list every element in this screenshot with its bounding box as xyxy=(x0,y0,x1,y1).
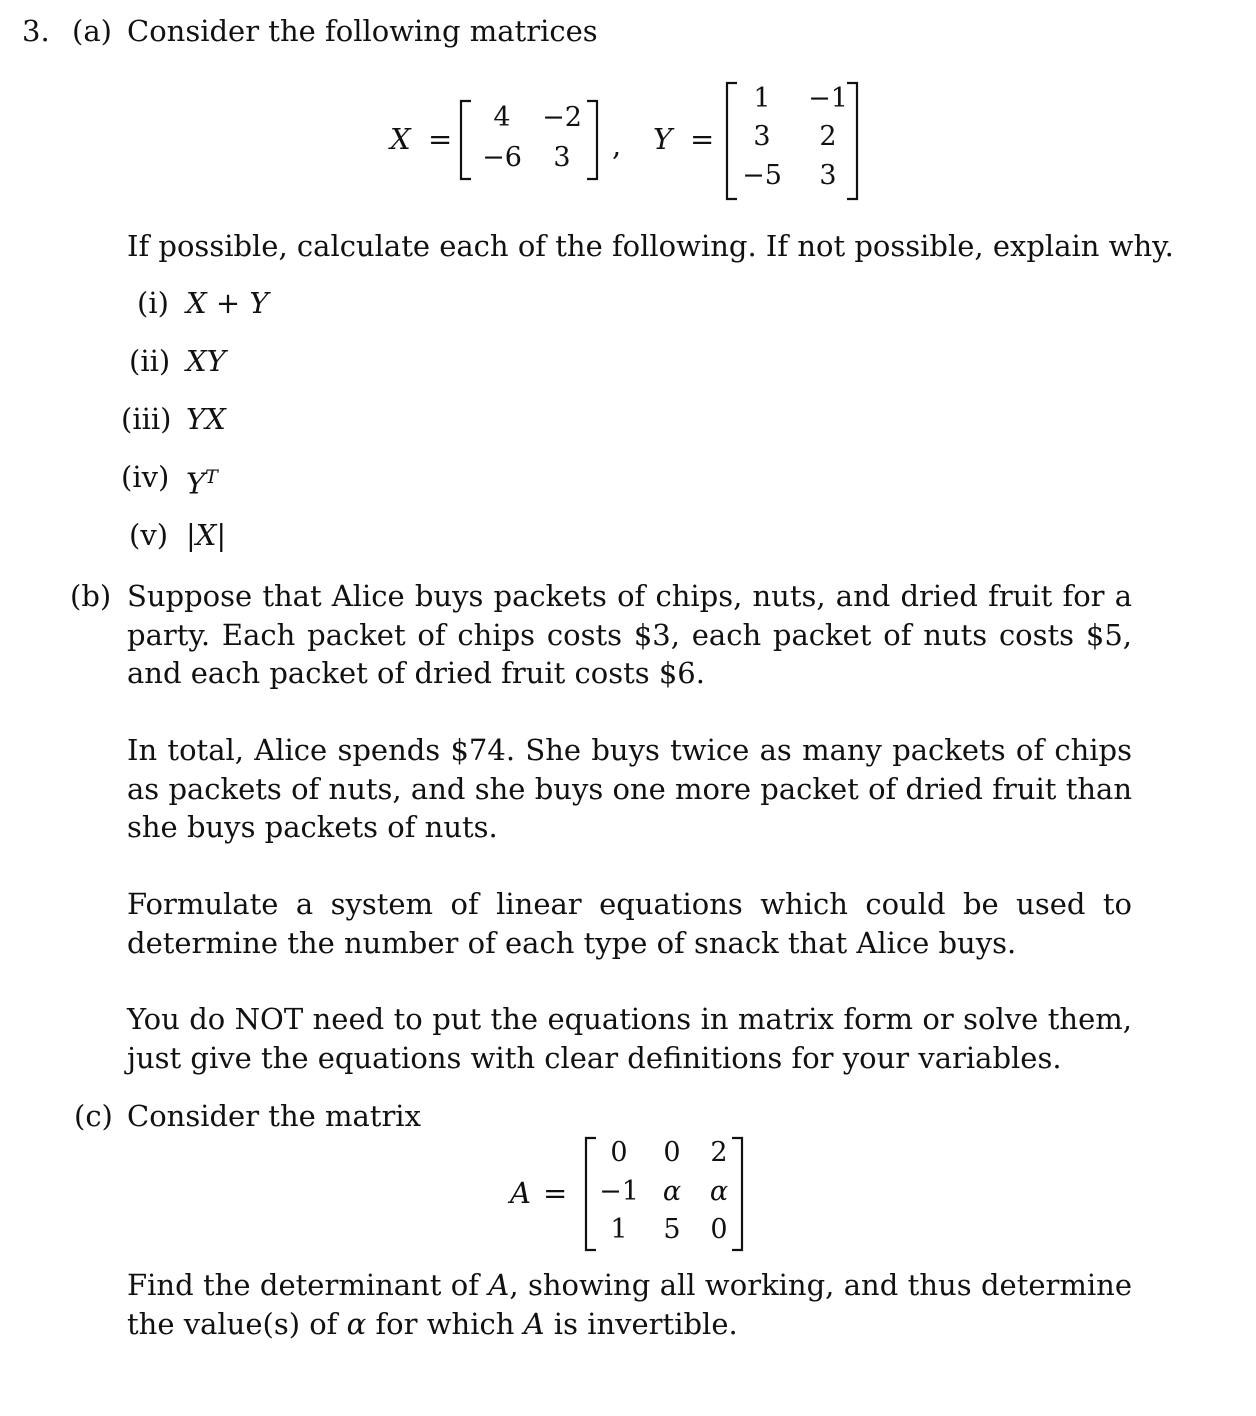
matrix-a-cell: α xyxy=(662,1176,682,1207)
part-b-label: (b) xyxy=(70,579,112,613)
matrix-a-cell: 5 xyxy=(663,1214,681,1245)
item-label: (iv) xyxy=(121,460,170,494)
matrix-x-right-bracket xyxy=(585,100,605,180)
matrix-a-cell: 0 xyxy=(610,1137,628,1168)
part-b-paragraph: In total, Alice spends $74. She buys twice as many packets of chips as packets of nuts, and she buys one more packet of dried fruit than she buys packets of nuts. xyxy=(127,733,1132,844)
task-text: is invertible. xyxy=(544,1306,738,1341)
question-number: 3. xyxy=(22,14,50,48)
matrix-a-cell: 0 xyxy=(710,1214,728,1245)
item-expression: XY xyxy=(186,344,226,378)
matrix-x-cell: −6 xyxy=(482,142,522,173)
part-c-label: (c) xyxy=(74,1099,113,1133)
item-expression xyxy=(186,458,218,503)
part-b-paragraph: Suppose that Alice buys packets of chips, nuts, and dried fruit for a party. Each packet of chips costs $3, each packet of nuts costs $5, and each packet of dried fruit costs $6. xyxy=(127,579,1132,690)
matrix-x-name: X xyxy=(390,122,411,156)
task-text: for which xyxy=(366,1306,524,1341)
part-a-intro: Consider the following matrices xyxy=(127,14,598,48)
matrix-a-cell: 2 xyxy=(710,1137,728,1168)
part-c-intro: Consider the matrix xyxy=(127,1099,421,1133)
item-label: (iii) xyxy=(121,402,172,436)
item-superscript: T xyxy=(205,466,218,488)
part-c-task xyxy=(127,1266,1132,1343)
matrix-y-cell: −5 xyxy=(742,160,782,191)
task-variable: α xyxy=(346,1306,367,1341)
matrix-y-cell: 2 xyxy=(819,121,837,152)
task-text: Find the determinant of xyxy=(127,1268,489,1302)
matrix-a-cell: α xyxy=(709,1176,729,1207)
item-expression: |X| xyxy=(186,518,227,552)
matrix-x-left-bracket xyxy=(460,100,480,180)
part-b-paragraph: You do NOT need to put the equations in matrix form or solve them, just give the equations with clear definitions for your variables. xyxy=(127,1002,1132,1075)
matrix-separator: , xyxy=(612,128,622,162)
item-label: (v) xyxy=(129,518,169,552)
matrix-y-cell: −1 xyxy=(808,83,848,114)
matrix-y-cell: 3 xyxy=(819,160,837,191)
matrix-y-cell: 1 xyxy=(753,83,771,114)
matrix-a-cell: −1 xyxy=(599,1176,639,1207)
matrix-y-equals: = xyxy=(690,122,715,156)
part-b-paragraph: Formulate a system of linear equations which could be used to determine the number of each type of snack that Alice buys. xyxy=(127,887,1132,960)
matrix-a-name: A xyxy=(510,1176,531,1210)
matrix-x-cell: −2 xyxy=(542,102,582,133)
matrix-a-equals: = xyxy=(543,1176,568,1210)
item-label: (ii) xyxy=(129,344,171,378)
item-expression: X + Y xyxy=(186,286,269,320)
task-text: , showing all working, and thus determine the value(s) of xyxy=(127,1268,1132,1341)
matrix-a-cell: 1 xyxy=(610,1214,628,1245)
matrix-x-cell: 4 xyxy=(493,102,511,133)
task-variable: A xyxy=(488,1268,510,1302)
part-a-instruction: If possible, calculate each of the following. If not possible, explain why. xyxy=(127,229,1174,263)
part-a-label: (a) xyxy=(72,14,112,48)
item-expression: YX xyxy=(186,402,226,436)
task-variable: A xyxy=(523,1306,545,1341)
matrix-y-cell: 3 xyxy=(753,121,771,152)
item-label: (i) xyxy=(137,286,169,320)
matrix-y-name: Y xyxy=(653,122,673,156)
matrix-x-cell: 3 xyxy=(553,142,571,173)
matrix-x-equals: = xyxy=(428,122,453,156)
item-base: Y xyxy=(186,466,206,501)
matrix-a-cell: 0 xyxy=(663,1137,681,1168)
